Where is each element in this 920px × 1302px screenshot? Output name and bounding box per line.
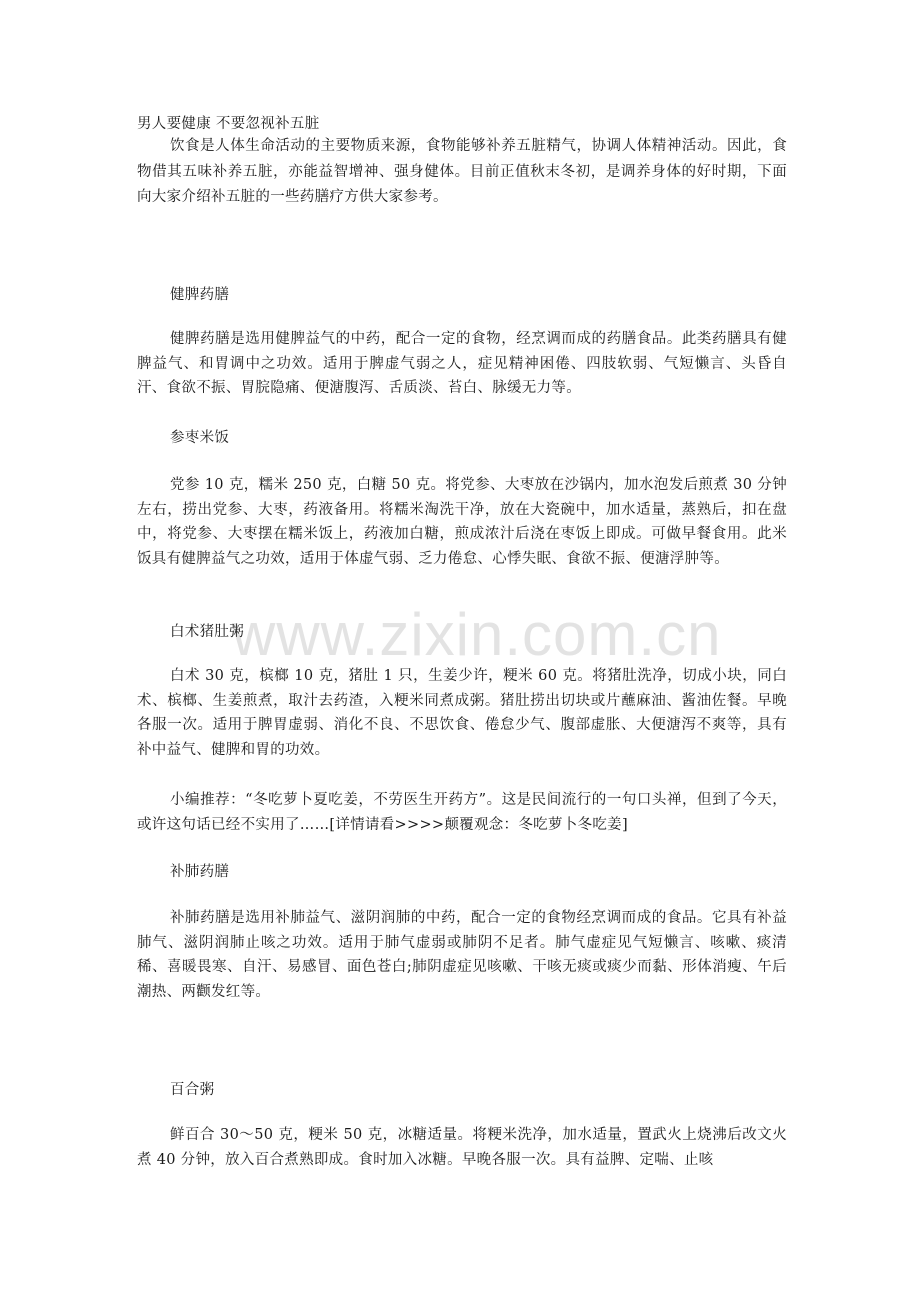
recipe-body-baizhu: 白术 30 克，槟榔 10 克，猪肚 1 只，生姜少许，粳米 60 克。将猪肚洗净，切成小块，同白术、槟榔、生姜煎煮，取汁去药渣，入粳米同煮成粥。猪肚捞出切块或片蘸麻油、酱油佐餐。早晚各服一次。适用于脾胃虚弱、消化不良、不思饮食、倦怠少气、腹部虚胀、大便溏泻不爽等，具有补中益气、健脾和胃的功效。 — [137, 668, 787, 758]
recipe-heading-baihe: 百合粥 — [170, 1082, 215, 1098]
recipe-heading-baizhu: 白术猪肚粥 — [170, 624, 244, 640]
watermark: www.zixin.com.cn — [232, 601, 722, 668]
intro-paragraph: 饮食是人体生命活动的主要物质来源，食物能够补养五脏精气，协调人体精神活动。因此，食物借其五味补养五脏，亦能益智增神、强身健体。目前正值秋末冬初，是调养身体的好时期，下面向大家介绍补五脏的一些药膳疗方供大家参考。 — [137, 138, 787, 205]
recipe-heading-shenzao: 参枣米饭 — [170, 430, 230, 446]
section-heading-spleen: 健脾药膳 — [170, 287, 230, 303]
recipe-body-baihe: 鲜百合 30～50 克，粳米 50 克，冰糖适量。将粳米洗净，加水适量，置武火上烧沸后改文火煮 40 分钟，放入百合煮熟即成。食时加入冰糖。早晚各服一次。具有益脾、定喘、止咳 — [137, 1127, 787, 1168]
section-body-spleen: 健脾药膳是选用健脾益气的中药，配合一定的食物，经烹调而成的药膳食品。此类药膳具有健脾益气、和胃调中之功效。适用于脾虚气弱之人，症见精神困倦、四肢软弱、气短懒言、头昏自汗、食欲不振、胃脘隐痛、便溏腹泻、舌质淡、苔白、脉缓无力等。 — [137, 331, 787, 396]
section-heading-lung: 补肺药膳 — [170, 864, 230, 880]
editor-recommendation: 小编推荐：“冬吃萝卜夏吃姜，不劳医生开药方”。这是民间流行的一句口头禅，但到了今天，或许这句话已经不实用了……[详情请看>>>>颠覆观念：冬吃萝卜冬吃姜] — [137, 792, 787, 833]
section-body-lung: 补肺药膳是选用补肺益气、滋阴润肺的中药，配合一定的食物经烹调而成的食品。它具有补益肺气、滋阴润肺止咳之功效。适用于肺气虚弱或肺阴不足者。肺气虚症见气短懒言、咳嗽、痰清稀、喜暖畏寒、自汗、易感冒、面色苍白;肺阴虚症见咳嗽、干咳无痰或痰少而黏、形体消瘦、午后潮热、两颧发红等。 — [137, 910, 787, 1000]
recipe-body-shenzao: 党参 10 克，糯米 250 克，白糖 50 克。将党参、大枣放在沙锅内，加水泡发后煎煮 30 分钟左右，捞出党参、大枣，药液备用。将糯米淘洗干净，放在大瓷碗中，加水适量，蒸熟后，扣在盘中，将党参、大枣摆在糯米饭上，药液加白糖，煎成浓汁后浇在枣饭上即成。可做早餐食用。此米饭具有健脾益气之功效，适用于体虚气弱、乏力倦怠、心悸失眠、食欲不振、便溏浮肿等。 — [137, 477, 787, 567]
document-title: 男人要健康 不要忽视补五脏 — [137, 116, 320, 132]
